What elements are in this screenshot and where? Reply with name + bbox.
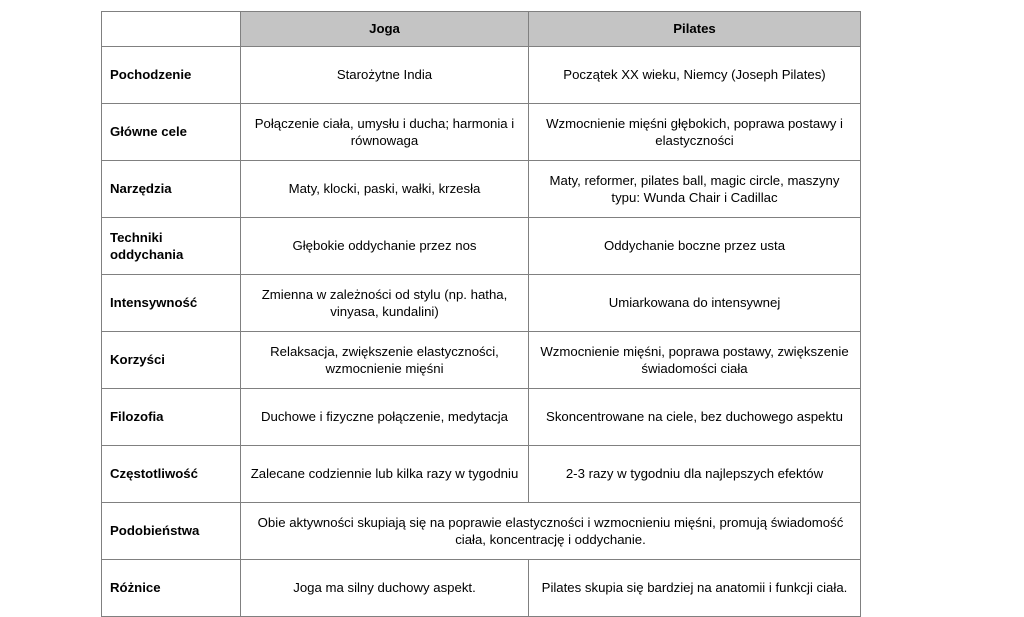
table-row [102, 503, 861, 560]
table-row [102, 560, 861, 617]
table-row [102, 218, 861, 275]
row-cell-pilates: Początek XX wieku, Niemcy (Joseph Pilates) [529, 47, 861, 104]
row-cell-joga: Zalecane codziennie lub kilka razy w tygodniu [241, 446, 529, 503]
row-label-cell: Pochodzenie [102, 47, 241, 104]
row-cell-pilates: Pilates skupia się bardziej na anatomii i funkcji ciała. [529, 560, 861, 617]
row-cell-joga: Duchowe i fizyczne połączenie, medytacja [241, 389, 529, 446]
table-row [102, 47, 861, 104]
row-label-cell: Narzędzia [102, 161, 241, 218]
table-row [102, 104, 861, 161]
row-cell-joga: Połączenie ciała, umysłu i ducha; harmonia i równowaga [241, 104, 529, 161]
header-cell-joga: Joga [241, 12, 529, 47]
table-row [102, 275, 861, 332]
row-cell-joga: Joga ma silny duchowy aspekt. [241, 560, 529, 617]
row-label-cell: Główne cele [102, 104, 241, 161]
row-cell-joga: Głębokie oddychanie przez nos [241, 218, 529, 275]
row-cell-pilates: Umiarkowana do intensywnej [529, 275, 861, 332]
yoga-pilates-comparison-table [101, 11, 861, 617]
table-row [102, 332, 861, 389]
table-row [102, 446, 861, 503]
row-cell-pilates: Skoncentrowane na ciele, bez duchowego aspektu [529, 389, 861, 446]
header-cell-blank [102, 12, 241, 47]
row-label-cell: Intensywność [102, 275, 241, 332]
table-header-row [102, 12, 861, 47]
row-cell-joga: Starożytne India [241, 47, 529, 104]
table-row [102, 161, 861, 218]
comparison-table-wrapper [101, 11, 860, 617]
row-cell-pilates: Maty, reformer, pilates ball, magic circle, maszyny typu: Wunda Chair i Cadillac [529, 161, 861, 218]
row-cell-joga: Maty, klocki, paski, wałki, krzesła [241, 161, 529, 218]
row-label-cell: Częstotliwość [102, 446, 241, 503]
row-label-cell: Techniki oddychania [102, 218, 241, 275]
row-cell-joga: Zmienna w zależności od stylu (np. hatha, vinyasa, kundalini) [241, 275, 529, 332]
row-merged-cell: Obie aktywności skupiają się na poprawie elastyczności i wzmocnieniu mięśni, promują świadomość ciała, koncentrację i oddychanie. [241, 503, 861, 560]
header-cell-pilates: Pilates [529, 12, 861, 47]
table-body [102, 47, 861, 617]
table-row [102, 389, 861, 446]
row-label-cell: Podobieństwa [102, 503, 241, 560]
row-cell-pilates: Oddychanie boczne przez usta [529, 218, 861, 275]
row-label-cell: Różnice [102, 560, 241, 617]
row-label-cell: Filozofia [102, 389, 241, 446]
row-cell-pilates: 2-3 razy w tygodniu dla najlepszych efektów [529, 446, 861, 503]
row-label-cell: Korzyści [102, 332, 241, 389]
row-cell-pilates: Wzmocnienie mięśni głębokich, poprawa postawy i elastyczności [529, 104, 861, 161]
row-cell-joga: Relaksacja, zwiększenie elastyczności, wzmocnienie mięśni [241, 332, 529, 389]
table-head [102, 12, 861, 47]
row-cell-pilates: Wzmocnienie mięśni, poprawa postawy, zwiększenie świadomości ciała [529, 332, 861, 389]
